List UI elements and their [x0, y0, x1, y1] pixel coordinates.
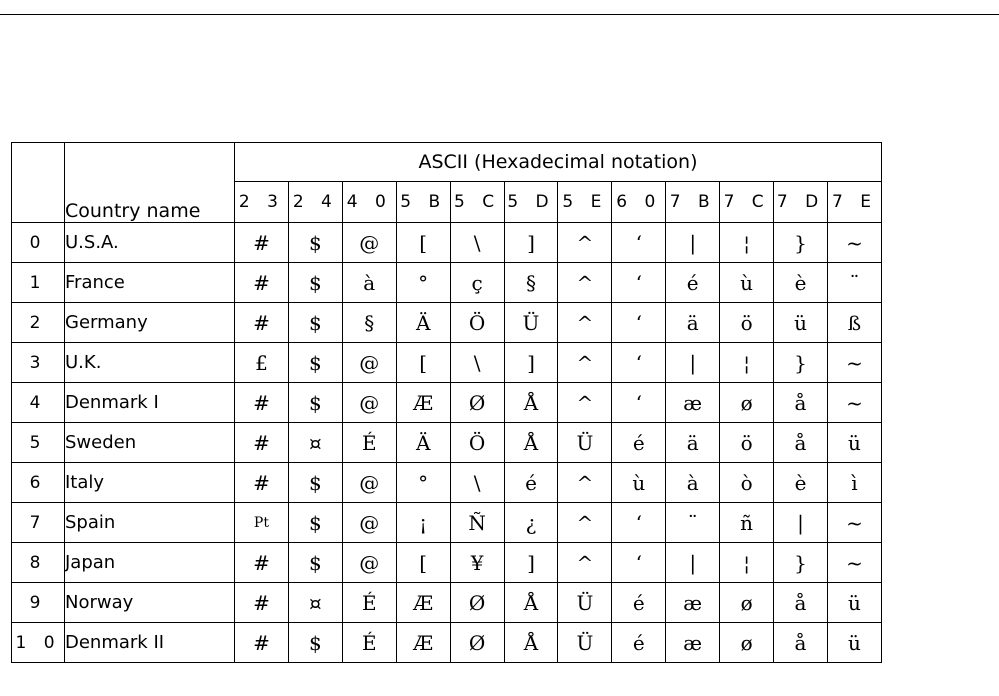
character-cell: à [666, 463, 720, 503]
row-index: 5 [12, 423, 65, 463]
character-cell: ] [504, 543, 558, 583]
character-cell: ¦ [720, 343, 774, 383]
character-cell: å [774, 383, 828, 423]
top-rule [0, 14, 999, 15]
country-name: Germany [65, 303, 235, 343]
character-cell: @ [342, 343, 396, 383]
character-cell: É [342, 623, 396, 663]
character-cell: è [774, 463, 828, 503]
character-cell: ü [774, 303, 828, 343]
character-cell: # [235, 223, 289, 263]
hex-code-header: 7 D [774, 182, 828, 223]
character-cell: \ [450, 343, 504, 383]
character-cell: ‘ [612, 303, 666, 343]
character-cell: ö [720, 303, 774, 343]
character-cell: ~ [827, 543, 881, 583]
country-name: Spain [65, 503, 235, 543]
ascii-title: ASCII (Hexadecimal notation) [235, 143, 882, 182]
country-name: Norway [65, 583, 235, 623]
table-row [12, 343, 882, 383]
character-cell: \ [450, 463, 504, 503]
character-cell: ü [827, 623, 881, 663]
row-index: 1 [12, 263, 65, 303]
character-cell: # [235, 423, 289, 463]
character-cell: Ø [450, 583, 504, 623]
table-row [12, 543, 882, 583]
table-row [12, 463, 882, 503]
character-cell: ù [612, 463, 666, 503]
character-cell: é [504, 463, 558, 503]
character-cell: [ [396, 543, 450, 583]
character-cell: | [666, 223, 720, 263]
character-cell: à [342, 263, 396, 303]
character-cell: Ü [558, 423, 612, 463]
character-cell: ì [827, 463, 881, 503]
character-cell: Ä [396, 303, 450, 343]
character-cell: Æ [396, 383, 450, 423]
character-cell: [ [396, 343, 450, 383]
hex-code-header: 5 D [504, 182, 558, 223]
character-cell: è [774, 263, 828, 303]
character-cell: ø [720, 383, 774, 423]
character-cell: $ [288, 303, 342, 343]
character-cell: ‘ [612, 383, 666, 423]
character-cell: # [235, 623, 289, 663]
character-cell: å [774, 623, 828, 663]
hex-code-header: 7 C [720, 182, 774, 223]
character-cell: Æ [396, 583, 450, 623]
table-row [12, 583, 882, 623]
hex-code-header: 5 C [450, 182, 504, 223]
character-cell: $ [288, 263, 342, 303]
character-cell: ‘ [612, 503, 666, 543]
hex-code-header: 4 0 [342, 182, 396, 223]
character-cell: ¦ [720, 543, 774, 583]
row-index: 3 [12, 343, 65, 383]
hex-code-header: 7 B [666, 182, 720, 223]
character-cell: é [612, 583, 666, 623]
character-cell: ] [504, 223, 558, 263]
character-cell: Ø [450, 623, 504, 663]
character-cell: # [235, 303, 289, 343]
character-cell: ^ [558, 543, 612, 583]
character-cell: å [774, 423, 828, 463]
character-cell: # [235, 383, 289, 423]
character-cell: É [342, 583, 396, 623]
character-cell: ~ [827, 343, 881, 383]
character-cell: $ [288, 383, 342, 423]
character-cell: ù [720, 263, 774, 303]
character-cell: § [504, 263, 558, 303]
character-cell: æ [666, 623, 720, 663]
character-cell: $ [288, 343, 342, 383]
character-cell: ‘ [612, 223, 666, 263]
character-cell: } [774, 343, 828, 383]
character-cell: ø [720, 583, 774, 623]
character-cell: ü [827, 583, 881, 623]
row-index: 4 [12, 383, 65, 423]
character-cell: é [612, 623, 666, 663]
country-name-header: Country name [65, 143, 235, 223]
character-cell: | [666, 343, 720, 383]
character-cell: Ü [558, 623, 612, 663]
character-cell: } [774, 223, 828, 263]
character-cell: ~ [827, 503, 881, 543]
table-body [12, 223, 882, 663]
character-cell: @ [342, 223, 396, 263]
character-cell: $ [288, 623, 342, 663]
character-cell: ç [450, 263, 504, 303]
character-cell: é [612, 423, 666, 463]
character-cell: ‘ [612, 263, 666, 303]
character-cell: ^ [558, 463, 612, 503]
table-row [12, 503, 882, 543]
character-cell: Ñ [450, 503, 504, 543]
character-cell: æ [666, 383, 720, 423]
character-cell: Å [504, 383, 558, 423]
hex-code-header: 5 E [558, 182, 612, 223]
character-cell: @ [342, 463, 396, 503]
character-cell: ¨ [666, 503, 720, 543]
character-cell: ß [827, 303, 881, 343]
character-cell: | [666, 543, 720, 583]
row-index: 6 [12, 463, 65, 503]
character-cell: ü [827, 423, 881, 463]
character-cell: ¡ [396, 503, 450, 543]
row-index: 9 [12, 583, 65, 623]
table-row [12, 223, 882, 263]
character-cell: ¦ [720, 223, 774, 263]
character-cell: } [774, 543, 828, 583]
country-name: U.S.A. [65, 223, 235, 263]
character-set-table [11, 142, 882, 663]
row-index: 7 [12, 503, 65, 543]
character-cell: ø [720, 623, 774, 663]
character-cell: Ü [558, 583, 612, 623]
character-cell: æ [666, 583, 720, 623]
character-cell: # [235, 543, 289, 583]
character-cell: Ö [450, 303, 504, 343]
character-cell: Å [504, 583, 558, 623]
country-name: Japan [65, 543, 235, 583]
character-cell: $ [288, 503, 342, 543]
character-cell: ò [720, 463, 774, 503]
character-cell: ~ [827, 383, 881, 423]
character-cell: é [666, 263, 720, 303]
character-cell: Å [504, 623, 558, 663]
row-index: 8 [12, 543, 65, 583]
table-row [12, 383, 882, 423]
hex-code-header: 7 E [827, 182, 881, 223]
character-cell: ^ [558, 303, 612, 343]
row-index: 2 [12, 303, 65, 343]
character-cell: ^ [558, 343, 612, 383]
character-cell: ä [666, 303, 720, 343]
character-cell: # [235, 583, 289, 623]
character-cell: ^ [558, 503, 612, 543]
character-cell: @ [342, 543, 396, 583]
character-cell: ‘ [612, 343, 666, 383]
character-cell: § [342, 303, 396, 343]
row-index: 1 0 [12, 623, 65, 663]
character-cell: ñ [720, 503, 774, 543]
character-cell: ‘ [612, 543, 666, 583]
character-cell: Ø [450, 383, 504, 423]
character-cell: # [235, 263, 289, 303]
character-cell: ¥ [450, 543, 504, 583]
character-cell: ö [720, 423, 774, 463]
character-cell: ¨ [827, 263, 881, 303]
table-row [12, 303, 882, 343]
character-cell: @ [342, 503, 396, 543]
country-name: Sweden [65, 423, 235, 463]
country-name: France [65, 263, 235, 303]
character-cell: | [774, 503, 828, 543]
character-cell: ~ [827, 223, 881, 263]
character-cell: $ [288, 463, 342, 503]
character-cell: ^ [558, 383, 612, 423]
character-cell: å [774, 583, 828, 623]
character-cell: ^ [558, 223, 612, 263]
character-cell: ° [396, 463, 450, 503]
hex-code-header: 2 4 [288, 182, 342, 223]
character-cell: \ [450, 223, 504, 263]
table-row [12, 423, 882, 463]
character-cell: ä [666, 423, 720, 463]
character-cell: $ [288, 223, 342, 263]
country-name: U.K. [65, 343, 235, 383]
character-cell: ° [396, 263, 450, 303]
character-cell: Å [504, 423, 558, 463]
character-cell: Ä [396, 423, 450, 463]
table-row [12, 263, 882, 303]
character-cell: $ [288, 543, 342, 583]
character-cell: Æ [396, 623, 450, 663]
country-name: Italy [65, 463, 235, 503]
character-cell: É [342, 423, 396, 463]
character-cell: [ [396, 223, 450, 263]
index-header [12, 143, 65, 223]
character-cell: ] [504, 343, 558, 383]
character-cell: ¿ [504, 503, 558, 543]
hex-code-header: 5 B [396, 182, 450, 223]
country-name: Denmark I [65, 383, 235, 423]
row-index: 0 [12, 223, 65, 263]
character-cell: ¤ [288, 583, 342, 623]
character-cell: Ö [450, 423, 504, 463]
hex-code-header: 2 3 [235, 182, 289, 223]
table-row [12, 623, 882, 663]
character-cell: @ [342, 383, 396, 423]
character-cell: # [235, 463, 289, 503]
character-cell: ¤ [288, 423, 342, 463]
character-cell: Pt [235, 503, 289, 543]
hex-code-header: 6 0 [612, 182, 666, 223]
character-cell: Ü [504, 303, 558, 343]
character-cell: £ [235, 343, 289, 383]
country-name: Denmark II [65, 623, 235, 663]
character-cell: ^ [558, 263, 612, 303]
